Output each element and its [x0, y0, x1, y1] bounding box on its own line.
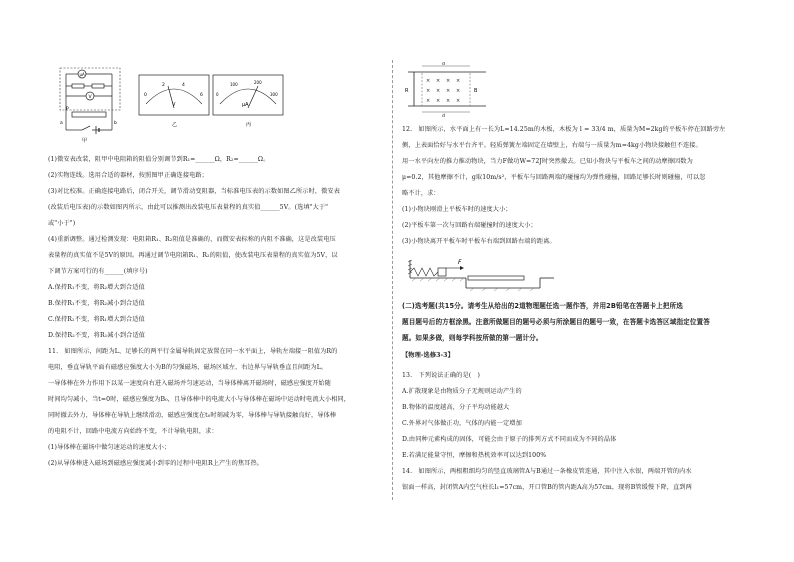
elective-section-heading: (二)选考题(共15分。请考生从给出的2道物理题任选一题作答，并用2B铅笔在答题卡上把所选 — [402, 302, 683, 310]
text-line: (4)重新调整。通过检测发现：电阻箱R₁、R₂阻值是准确的，而微安表标称的内阻不准确，这是改装电压 — [48, 236, 336, 243]
text-line: 下调节方案可行的有______(填序号) — [48, 268, 148, 275]
question-13-option: C.外界对气体做正功，气体的内能一定增加 — [402, 420, 522, 427]
text-line: (1)微安表改装，阻甲中电阻箱的阻值分别调节到R₁=______Ω，R₂=______Ω。 — [48, 156, 270, 163]
question-11-line: 同时撤去外力，导体棒在导轨上继续滑动，磁感应强度在t₀时刻减为零，导体棒与导轨接触良好，导体棒 — [48, 412, 337, 419]
question-11-line: 11. 如图所示，间距为L、足够长的两平行金属导轨固定放置在同一水平面上，导轨左端接一阻值为R的 — [48, 348, 338, 355]
elective-module-title: 【物理-选修3-3】 — [402, 352, 454, 359]
svg-text:V: V — [88, 95, 92, 100]
question-11-line: 时间均匀减小，当t=0时，磁感应强度为B₀，且导体棒中的电流大小与导体棒在磁场中运动时电流大小相同， — [48, 396, 351, 403]
text-line: 或"小于") — [48, 220, 76, 227]
column-divider — [392, 60, 393, 500]
option-d: D.保持R₂不变，将R₁减小到合适值 — [48, 332, 146, 339]
question-12-part: (3)小物块离开平板车时平板车右端到回路右端的距离。 — [402, 238, 556, 245]
spring-board-diagram — [406, 254, 556, 292]
svg-text:R: R — [405, 88, 409, 94]
svg-text:B: B — [474, 88, 478, 94]
svg-text:μA: μA — [79, 72, 85, 77]
voltmeter-label: 乙 — [172, 122, 178, 128]
question-12-part: (2)平板车第一次与回路右端碰撞时的速度大小； — [402, 222, 537, 229]
question-13-stem: 13. 下列说法正确的是( ) — [402, 372, 481, 379]
svg-text:V: V — [172, 102, 176, 108]
text-line: (改装后电压表)的示数如图丙所示，由此可以推测出改装电压表量程的真实值______5V。(选填"大于" — [48, 204, 329, 211]
svg-text:×: × — [446, 88, 451, 94]
question-12-line: 用一水平向左的推力推动物块，当力F做功W=72J时突然撤去。已知小物块与平板车之间的动摩擦因数为 — [402, 158, 693, 165]
option-c: C.保持R₂不变，将R₁增大到合适值 — [48, 316, 145, 323]
svg-text:0: 0 — [216, 92, 219, 97]
question-12-line: 略不计，求： — [402, 190, 440, 197]
svg-text:×: × — [426, 78, 431, 84]
svg-text:F: F — [458, 259, 462, 266]
svg-text:×: × — [456, 78, 461, 84]
svg-text:×: × — [456, 88, 461, 94]
svg-text:4: 4 — [182, 83, 185, 88]
svg-text:×: × — [456, 98, 461, 104]
question-14-line: 银面一样高，封闭管A内空气柱长l₁=57cm，开口管B的管内距A高为57cm，现将B管缓慢下降，直到两 — [402, 484, 692, 491]
svg-text:×: × — [436, 88, 441, 94]
question-11-part: (2)从导体棒进入磁场到磁感应强度减小到零的过程中电阻R上产生的焦耳热。 — [48, 460, 264, 467]
text-line: (2)实物连线。选用合适的器材，按照图甲正确连接电路； — [48, 172, 208, 179]
svg-text:a: a — [60, 121, 63, 126]
svg-text:×: × — [436, 78, 441, 84]
question-13-option: B.物体的温度越高，分子平均动能越大 — [402, 404, 510, 411]
microammeter-dial — [212, 74, 284, 130]
svg-text:200: 200 — [254, 80, 262, 85]
question-12-part: (1)小物块刚滑上平板车时的速度大小； — [402, 206, 512, 213]
voltmeter-dial — [138, 74, 210, 130]
svg-text:×: × — [446, 78, 451, 84]
text-line: (3)对比校准。正确连接电路后，闭合开关，调节滑动变阻器，当标准电压表的示数如图乙所示时，微安表 — [48, 188, 340, 195]
elective-section-heading: 题目题号后的方框涂黑。注意所做题目的题号必须与所涂题目的题号一致，在答题卡选答区域指定位置答 — [402, 318, 710, 326]
question-13-option: E.若满足能量守恒，摩擦和热机效率可以达到100% — [402, 452, 547, 459]
question-11-line: 一导体棒在外力作用下以某一速度向右进入磁场并匀速运动，当导体棒离开磁场时，磁感应强度开始随 — [48, 380, 331, 387]
svg-text:b: b — [114, 121, 117, 126]
svg-text:×: × — [436, 98, 441, 104]
question-11-line: 的电阻不计，回路中电流方向始终不变，不计导轨电阻，求： — [48, 428, 218, 435]
elective-section-heading: 题。如果多做，则每学科按所做的第一题计分。 — [402, 334, 543, 342]
question-13-option: A.扩散现象是由物质分子无规则运动产生的 — [402, 388, 522, 395]
svg-text:×: × — [426, 98, 431, 104]
circuit-diagram — [52, 64, 136, 144]
svg-text:d: d — [442, 114, 445, 118]
svg-text:×: × — [446, 98, 451, 104]
svg-text:100: 100 — [230, 82, 238, 87]
rail-field-diagram — [402, 62, 492, 118]
question-13-option: D.由同种元素构成的固体，可能会由于原子的排列方式不同而成为不同的晶体 — [402, 436, 617, 443]
question-11-line: 电阻，垂直导轨平面有磁感应强度大小为B的匀强磁场，磁场区域左、右边界与导轨垂直且间距为L。 — [48, 364, 328, 371]
question-12-line: 侧，上表面恰好与水平台齐平。轻质弹簧左端固定在墙壁上，右端与一质量为m=4kg小物块接触但不连接。 — [402, 142, 702, 149]
option-a: A.保持R₁不变，将R₂增大到合适值 — [48, 284, 145, 291]
microammeter-label: 丙 — [246, 122, 252, 128]
question-12-line: μ=0.2，其他摩擦不计，g取10m/s²，平板车与回路两端的碰撞均为弹性碰撞，回路足够长时则碰撞，可以忽 — [402, 174, 706, 181]
text-line: 表量程的真实值不是5V的原因。再通过调节电阻箱R₁、R₂的阻值，使改装电压表量程的真实值为5V，以 — [48, 252, 338, 259]
circuit-label: 甲 — [82, 138, 88, 144]
svg-text:μA: μA — [242, 102, 249, 108]
svg-text:300: 300 — [270, 92, 278, 97]
svg-text:×: × — [426, 88, 431, 94]
option-b: B.保持R₁不变，将R₂减小到合适值 — [48, 300, 145, 307]
question-12-line: 12. 如图所示，水平面上有一长为L=14.25m的木板，木板为 l = 33/4 m，质量为M=2kg的平板车停在回路旁左 — [402, 126, 726, 133]
question-14-line: 14. 如图所示，两根粗细均匀的竖直玻璃管A与B通过一条橡皮管连通，其中注入水银，两端开管的内水 — [402, 468, 692, 475]
question-11-part: (1)导体棒在磁场中做匀速运动的速度大小； — [48, 444, 171, 451]
svg-text:P: P — [66, 107, 69, 112]
svg-text:d: d — [442, 62, 445, 67]
svg-text:6: 6 — [200, 93, 203, 98]
svg-text:0: 0 — [144, 93, 147, 98]
svg-text:2: 2 — [162, 83, 165, 88]
